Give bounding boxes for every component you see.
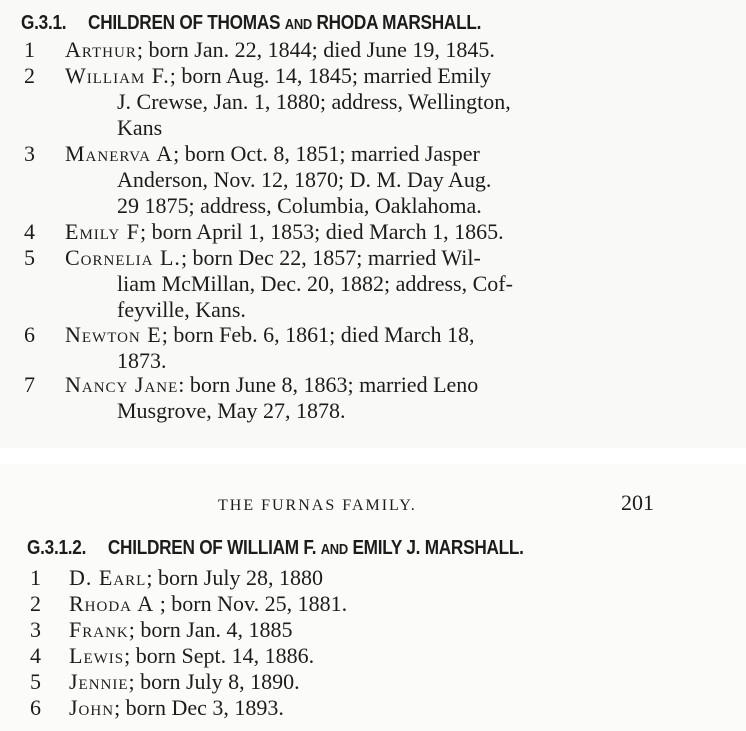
entry-line: 29 1875; address, Columbia, Oaklahoma.	[117, 193, 482, 218]
entry-line: ; born Jan. 4, 1885	[128, 617, 293, 642]
entry-line: ; born Sept. 14, 1886.	[124, 643, 315, 668]
entry-number: 3	[30, 617, 41, 642]
entry-line: feyville, Kans.	[117, 297, 246, 322]
entry-number: 5	[24, 245, 35, 270]
entry-number: 6	[24, 322, 35, 347]
entry-line: ; born Dec 22, 1857; married Wil-	[180, 245, 481, 270]
entry-number: 3	[24, 141, 35, 166]
child-name: Jennie	[69, 669, 129, 694]
entry-line: ; born Dec 3, 1893.	[114, 695, 284, 720]
entry-line: Anderson, Nov. 12, 1870; D. M. Day Aug.	[117, 167, 492, 192]
running-head: THE FURNAS FAMILY.	[218, 497, 417, 514]
child-name: D. Earl	[69, 565, 147, 590]
entry-number: 6	[30, 695, 41, 720]
child-name: Nancy Jane	[65, 372, 179, 397]
section2-code: G.3.1.2.	[27, 537, 87, 559]
child-name: Newton E	[65, 322, 162, 347]
entry-line: Kans	[117, 115, 163, 140]
child-name: Frank	[69, 617, 129, 642]
section1-title-post: RHODA MARSHALL.	[316, 12, 482, 34]
page-number: 201	[621, 490, 654, 515]
entry-line: ; born April 1, 1853; died March 1, 1865.	[140, 219, 504, 244]
section2-title-pre: CHILDREN OF WILLIAM F.	[107, 537, 317, 559]
section2-heading	[27, 537, 524, 560]
child-name: John	[69, 695, 115, 720]
section1-title-pre: CHILDREN OF THOMAS	[88, 12, 281, 34]
child-name: Manerva A	[65, 141, 174, 166]
entry-line: : born June 8, 1863; married Leno	[178, 372, 479, 397]
entry-line: ; born Feb. 6, 1861; died March 18,	[161, 322, 475, 347]
entry-number: 1	[24, 37, 35, 62]
entry-line: J. Crewse, Jan. 1, 1880; address, Wellington,	[117, 89, 511, 114]
entry-line: 1873.	[117, 348, 167, 373]
child-name: Emily F	[65, 219, 140, 244]
page-gap	[0, 448, 746, 464]
entry-number: 1	[30, 565, 41, 590]
child-name: Rhoda A	[69, 591, 155, 616]
entry-line: Musgrove, May 27, 1878.	[117, 398, 346, 423]
entry-number: 4	[24, 219, 35, 244]
section2-title-post: EMILY J. MARSHALL.	[352, 537, 524, 559]
entry-number: 2	[24, 63, 35, 88]
entry-line: ; born July 28, 1880	[146, 565, 323, 590]
entry-line: ; born July 8, 1890.	[128, 669, 300, 694]
entry-line: ; born Nov. 25, 1881.	[154, 591, 348, 616]
child-name: Cornelia L.	[65, 245, 181, 270]
section1-heading	[21, 12, 481, 35]
section1-code: G.3.1.	[21, 12, 67, 34]
entry-number: 4	[30, 643, 41, 668]
entry-line: liam McMillan, Dec. 20, 1882; address, Cof-	[117, 271, 513, 296]
entry-line: ; born Aug. 14, 1845; married Emily	[169, 63, 492, 88]
child-name: Arthur	[65, 37, 137, 62]
child-name: Lewis	[69, 643, 125, 668]
entry-number: 5	[30, 669, 41, 694]
entry-line: ; born Jan. 22, 1844; died June 19, 1845.	[136, 37, 495, 62]
child-name: William F.	[65, 63, 170, 88]
entry-number: 7	[24, 372, 35, 397]
section2-title-and: AND	[320, 541, 348, 558]
entry-line: ; born Oct. 8, 1851; married Jasper	[173, 141, 480, 166]
entry-number: 2	[30, 591, 41, 616]
section1-title-and: AND	[284, 16, 312, 33]
